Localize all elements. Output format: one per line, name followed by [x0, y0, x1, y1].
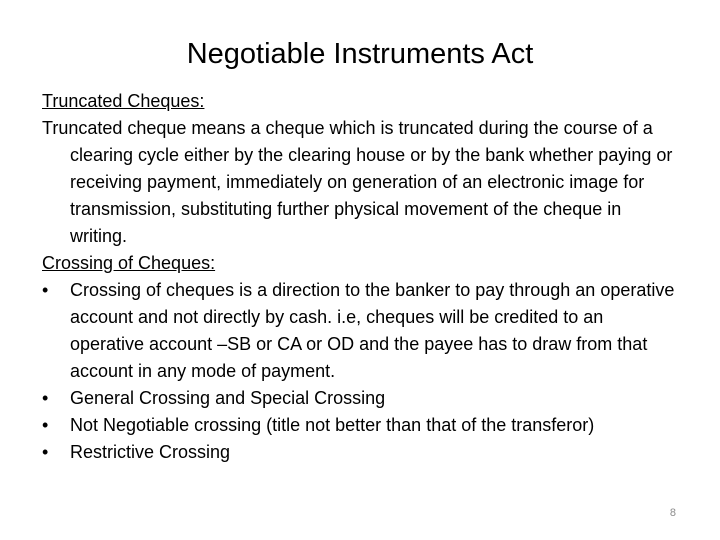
- bullet-icon: •: [42, 388, 49, 408]
- list-item: [42, 439, 678, 466]
- bullet-text: Restrictive Crossing: [70, 442, 231, 462]
- list-item: [42, 277, 678, 385]
- bullet-text: Not Negotiable crossing (title not better than that of the transferor): [70, 415, 595, 435]
- bullet-icon: •: [42, 280, 49, 300]
- slide-title: Negotiable Instruments Act: [186, 38, 534, 70]
- section-heading-truncated-cheques: Truncated Cheques:: [42, 91, 205, 111]
- crossing-bullet-list: [42, 277, 678, 466]
- section-heading-crossing-of-cheques: Crossing of Cheques:: [42, 253, 216, 273]
- page-number: 8: [669, 507, 676, 519]
- bullet-text: Crossing of cheques is a direction to the banker to pay through an operative account and not directly by cash. i.e, cheques will be credited to an operative account –SB or CA or OD and the payee has to draw from that account in any mode of payment.: [70, 280, 675, 381]
- list-item: [42, 412, 678, 439]
- truncated-cheque-definition: Truncated cheque means a cheque which is truncated during the course of a clearing cycle either by the clearing house or by the bank whether paying or receiving payment, immediately on generation of an electronic image for transmission, substituting further physical movement of the cheque in writing.: [42, 118, 673, 246]
- bullet-text: General Crossing and Special Crossing: [70, 388, 386, 408]
- list-item: [42, 385, 678, 412]
- slide-body: [42, 88, 678, 466]
- bullet-icon: •: [42, 442, 49, 462]
- bullet-icon: •: [42, 415, 49, 435]
